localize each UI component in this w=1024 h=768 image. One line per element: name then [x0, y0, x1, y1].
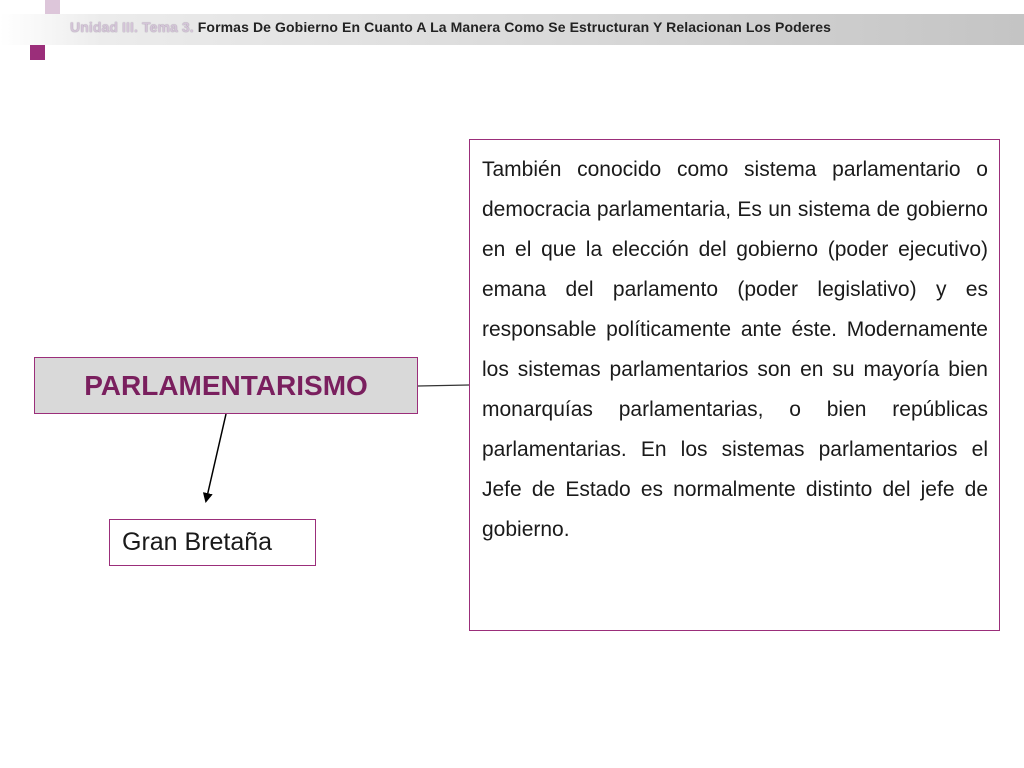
header-prefix: Unidad III. Tema 3.: [70, 19, 194, 35]
main-concept-node: PARLAMENTARISMO: [34, 357, 418, 414]
arrow-main-to-example: [206, 414, 226, 501]
header-title: Formas De Gobierno En Cuanto A La Manera Como Se Estructuran Y Relacionan Los Poderes: [197, 19, 831, 35]
definition-box: [469, 139, 1000, 631]
connector-main-to-definition: [418, 385, 469, 386]
example-node: Gran Bretaña: [109, 519, 316, 566]
definition-text: También conocido como sistema parlamentario o democracia parlamentaria, Es un sistema de gobierno en el que la elección del gobierno (poder ejecutivo) emana del parlamento (poder legislativo) y es responsable políticamente ante éste. Modernamente los sistemas parlamentarios son en su mayoría bien monarquías parlamentarias, o bien repúblicas parlamentarias. En los sistemas parlamentarios el Jefe de Estado es normalmente distinto del jefe de gobierno.: [482, 158, 988, 541]
